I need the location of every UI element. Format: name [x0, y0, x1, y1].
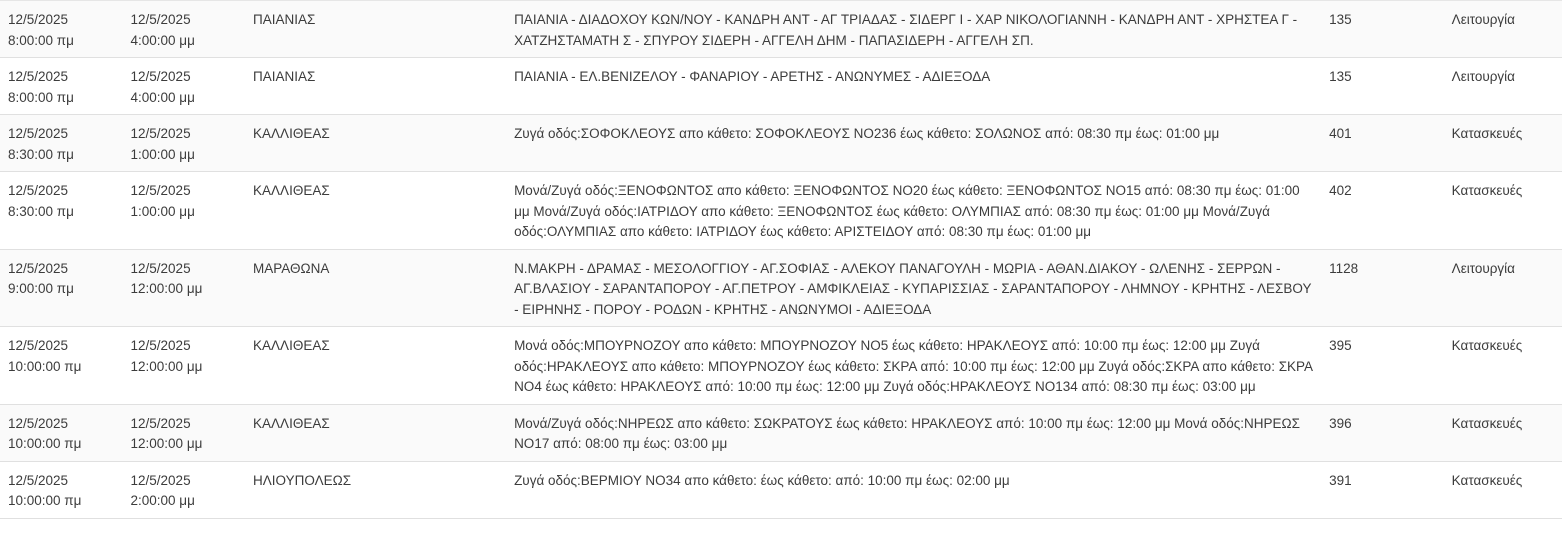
start-cell: [0, 327, 123, 405]
start-time: 8:30:00 πμ: [8, 203, 74, 219]
cause-cell: Κατασκευές: [1444, 115, 1562, 172]
number-cell: 135: [1321, 1, 1444, 58]
start-cell: [0, 172, 123, 250]
number-cell: 401: [1321, 115, 1444, 172]
cause-cell: Λειτουργία: [1444, 249, 1562, 327]
end-date: 12/5/2025: [130, 12, 191, 27]
end-date: 12/5/2025: [130, 415, 191, 431]
cause-cell: Κατασκευές: [1444, 404, 1562, 461]
description-cell: Μονά/Ζυγά οδός:ΞΕΝΟΦΩΝΤΟΣ απο κάθετο: ΞΕΝΟΦΩΝΤΟΣ ΝΟ20 έως κάθετο: ΞΕΝΟΦΩΝΤΟΣ ΝΟ15 από: 08:30 πμ έως: 01:00 μμ Μονά/Ζυγά οδός:ΙΑΤΡΙΔΟΥ απο κάθετο: ΞΕΝΟΦΩΝΤΟΣ έως κάθετο: ΟΛΥΜΠΙΑΣ από: 08:30 πμ έως: 01:00 μμ Μονά/Ζυγά οδός:ΟΛΥΜΠΙΑΣ απο κάθετο: ΙΑΤΡΙΔΟΥ έως κάθετο: ΑΡΙΣΤΕΙΔΟΥ από: 08:30 πμ έως: 01:00 μμ: [506, 172, 1321, 250]
area-cell: ΜΑΡΑΘΩΝΑ: [245, 249, 506, 327]
start-cell: [0, 404, 123, 461]
description-cell: Ν.ΜΑΚΡΗ - ΔΡΑΜΑΣ - ΜΕΣΟΛΟΓΓΙΟΥ - ΑΓ.ΣΟΦΙΑΣ - ΑΛΕΚΟΥ ΠΑΝΑΓΟΥΛΗ - ΜΩΡΙΑ - ΑΘΑΝ.ΔΙΑΚΟΥ - ΩΛΕΝΗΣ - ΣΕΡΡΩΝ - ΑΓ.ΒΛΑΣΙΟΥ - ΣΑΡΑΝΤΑΠΟΡΟΥ - ΑΓ.ΠΕΤΡΟΥ - ΑΜΦΙΚΛΕΙΑΣ - ΚΥΠΑΡΙΣΣΙΑΣ - ΣΑΡΑΝΤΑΠΟΡΟΥ - ΛΗΜΝΟΥ - ΚΡΗΤΗΣ - ΛΕΣΒΟΥ - ΕΙΡΗΝΗΣ - ΠΟΡΟΥ - ΡΟΔΩΝ - ΚΡΗΤΗΣ - ΑΝΩΝΥΜΟΙ - ΑΔΙΕΞΟΔΑ: [506, 249, 1321, 327]
start-date: 12/5/2025: [8, 12, 69, 27]
start-cell: [0, 58, 123, 115]
start-time: 8:00:00 πμ: [8, 32, 74, 48]
area-cell: ΚΑΛΛΙΘΕΑΣ: [245, 327, 506, 405]
end-time: 12:00:00 μμ: [130, 358, 203, 374]
start-time: 10:00:00 πμ: [8, 358, 82, 374]
end-time: 1:00:00 μμ: [130, 146, 195, 162]
table-row: [0, 327, 1562, 405]
cause-cell: Λειτουργία: [1444, 58, 1562, 115]
start-cell: [0, 115, 123, 172]
cause-cell: Κατασκευές: [1444, 461, 1562, 518]
table-row: [0, 58, 1562, 115]
end-cell: [123, 404, 246, 461]
start-date: 12/5/2025: [8, 415, 69, 431]
table-row: [0, 172, 1562, 250]
end-time: 2:00:00 μμ: [130, 493, 195, 508]
table-row: [0, 249, 1562, 327]
start-date: 12/5/2025: [8, 69, 69, 84]
outage-table-body: [0, 1, 1562, 519]
start-time: 8:30:00 πμ: [8, 146, 74, 162]
description-cell: Ζυγά οδός:ΒΕΡΜΙΟΥ ΝΟ34 απο κάθετο: έως κάθετο: από: 10:00 πμ έως: 02:00 μμ: [506, 461, 1321, 518]
end-time: 4:00:00 μμ: [130, 89, 195, 105]
end-date: 12/5/2025: [130, 338, 191, 353]
number-cell: 395: [1321, 327, 1444, 405]
number-cell: 1128: [1321, 249, 1444, 327]
area-cell: ΗΛΙΟΥΠΟΛΕΩΣ: [245, 461, 506, 518]
description-cell: ΠΑΙΑΝΙΑ - ΔΙΑΔΟΧΟΥ ΚΩΝ/ΝΟΥ - ΚΑΝΔΡΗ ΑΝΤ - ΑΓ ΤΡΙΑΔΑΣ - ΣΙΔΕΡΓ Ι - ΧΑΡ ΝΙΚΟΛΟΓΙΑΝΝΗ - ΚΑΝΔΡΗ ΑΝΤ - ΧΡΗΣΤΕΑ Γ - ΧΑΤΖΗΣΤΑΜΑΤΗ Σ - ΣΠΥΡΟΥ ΣΙΔΕΡΗ - ΑΓΓΕΛΗ ΔΗΜ - ΠΑΠΑΣΙΔΕΡΗ - ΑΓΓΕΛΗ ΣΠ.: [506, 1, 1321, 58]
end-time: 1:00:00 μμ: [130, 203, 195, 219]
start-time: 10:00:00 πμ: [8, 436, 82, 451]
end-cell: [123, 172, 246, 250]
start-time: 9:00:00 πμ: [8, 281, 74, 296]
end-cell: [123, 461, 246, 518]
start-date: 12/5/2025: [8, 260, 69, 276]
number-cell: 391: [1321, 461, 1444, 518]
start-date: 12/5/2025: [8, 126, 69, 141]
end-time: 12:00:00 μμ: [130, 436, 203, 451]
number-cell: 402: [1321, 172, 1444, 250]
number-cell: 135: [1321, 58, 1444, 115]
area-cell: ΚΑΛΛΙΘΕΑΣ: [245, 172, 506, 250]
end-cell: [123, 115, 246, 172]
start-cell: [0, 1, 123, 58]
end-date: 12/5/2025: [130, 126, 191, 141]
end-date: 12/5/2025: [130, 260, 191, 276]
description-cell: Ζυγά οδός:ΣΟΦΟΚΛΕΟΥΣ απο κάθετο: ΣΟΦΟΚΛΕΟΥΣ ΝΟ236 έως κάθετο: ΣΟΛΩΝΟΣ από: 08:30 πμ έως: 01:00 μμ: [506, 115, 1321, 172]
description-cell: Μονά οδός:ΜΠΟΥΡΝΟΖΟΥ απο κάθετο: ΜΠΟΥΡΝΟΖΟΥ ΝΟ5 έως κάθετο: ΗΡΑΚΛΕΟΥΣ από: 10:00 πμ έως: 12:00 μμ Ζυγά οδός:ΗΡΑΚΛΕΟΥΣ απο κάθετο: ΜΠΟΥΡΝΟΖΟΥ έως κάθετο: ΣΚΡΑ από: 10:00 πμ έως: 12:00 μμ Ζυγά οδός:ΣΚΡΑ απο κάθετο: ΣΚΡΑ ΝΟ4 έως κάθετο: ΗΡΑΚΛΕΟΥΣ από: 10:00 πμ έως: 12:00 μμ Ζυγά οδός:ΗΡΑΚΛΕΟΥΣ ΝΟ134 από: 08:30 πμ έως: 03:00 μμ: [506, 327, 1321, 405]
cause-cell: Κατασκευές: [1444, 172, 1562, 250]
start-cell: [0, 461, 123, 518]
description-cell: ΠΑΙΑΝΙΑ - ΕΛ.ΒΕΝΙΖΕΛΟΥ - ΦΑΝΑΡΙΟΥ - ΑΡΕΤΗΣ - ΑΝΩΝΥΜΕΣ - ΑΔΙΕΞΟΔΑ: [506, 58, 1321, 115]
end-cell: [123, 58, 246, 115]
start-date: 12/5/2025: [8, 472, 69, 488]
area-cell: ΚΑΛΛΙΘΕΑΣ: [245, 115, 506, 172]
end-cell: [123, 327, 246, 405]
table-row: [0, 461, 1562, 518]
start-date: 12/5/2025: [8, 183, 69, 198]
start-cell: [0, 249, 123, 327]
end-cell: [123, 249, 246, 327]
cause-cell: Κατασκευές: [1444, 327, 1562, 405]
table-row: [0, 1, 1562, 58]
start-time: 8:00:00 πμ: [8, 89, 74, 105]
start-time: 10:00:00 πμ: [8, 493, 82, 508]
number-cell: 396: [1321, 404, 1444, 461]
cause-cell: Λειτουργία: [1444, 1, 1562, 58]
area-cell: ΠΑΙΑΝΙΑΣ: [245, 1, 506, 58]
end-time: 4:00:00 μμ: [130, 32, 195, 48]
end-date: 12/5/2025: [130, 69, 191, 84]
start-date: 12/5/2025: [8, 338, 69, 353]
table-row: [0, 404, 1562, 461]
end-time: 12:00:00 μμ: [130, 281, 203, 296]
end-date: 12/5/2025: [130, 183, 191, 198]
area-cell: ΚΑΛΛΙΘΕΑΣ: [245, 404, 506, 461]
area-cell: ΠΑΙΑΝΙΑΣ: [245, 58, 506, 115]
table-row: [0, 115, 1562, 172]
end-date: 12/5/2025: [130, 472, 191, 488]
end-cell: [123, 1, 246, 58]
description-cell: Μονά/Ζυγά οδός:ΝΗΡΕΩΣ απο κάθετο: ΣΩΚΡΑΤΟΥΣ έως κάθετο: ΗΡΑΚΛΕΟΥΣ από: 10:00 πμ έως: 12:00 μμ Μονά οδός:ΝΗΡΕΩΣ ΝΟ17 από: 08:00 πμ έως: 03:00 μμ: [506, 404, 1321, 461]
